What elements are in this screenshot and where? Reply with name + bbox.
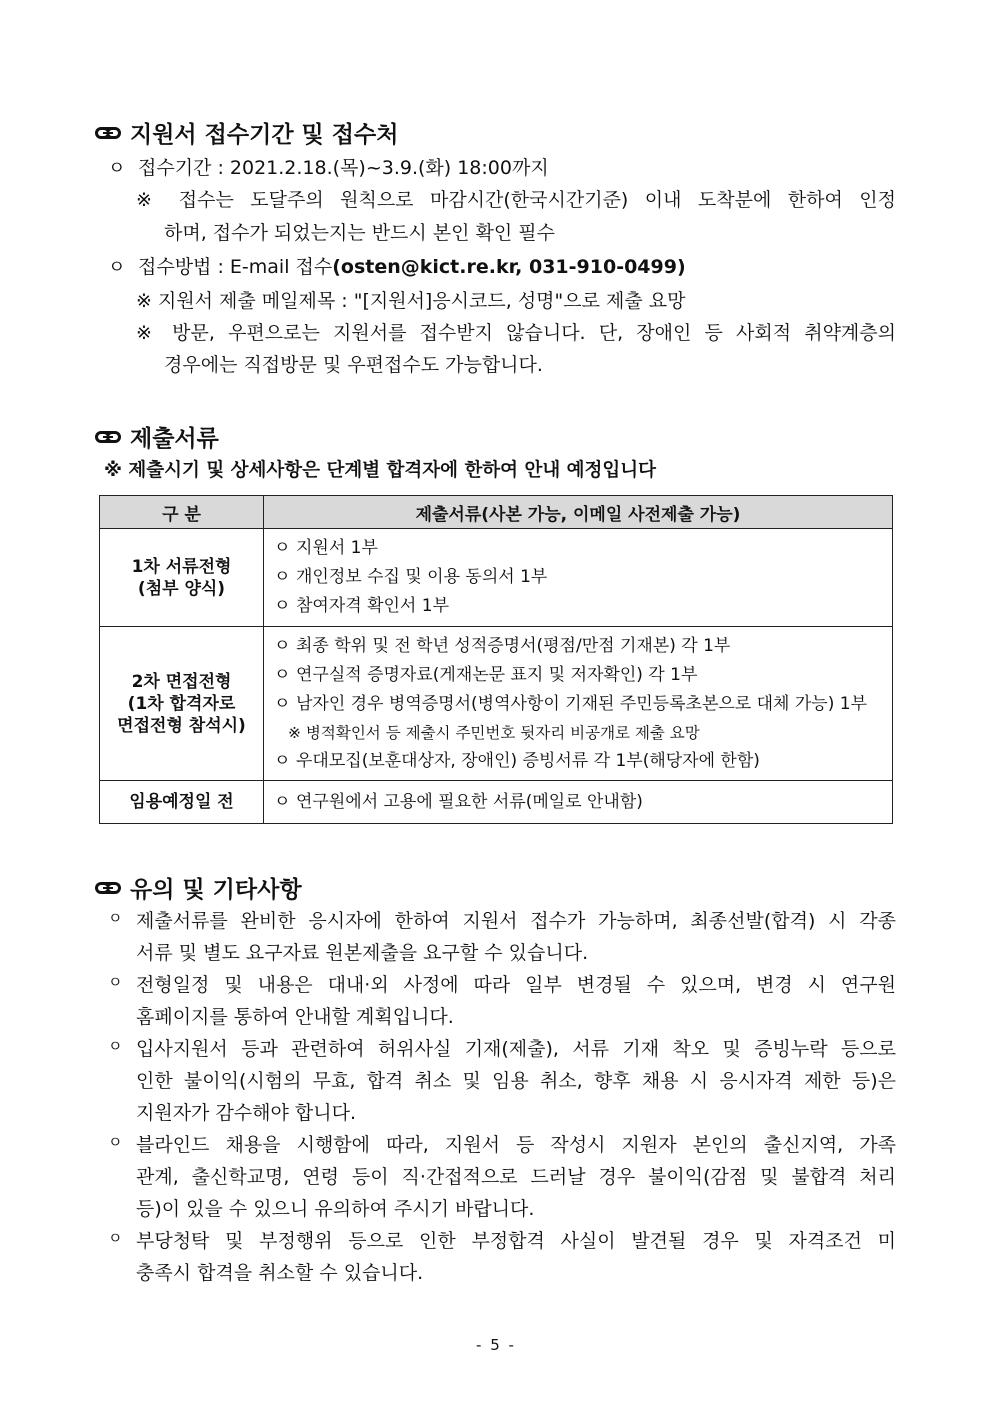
section-heading-application bbox=[94, 116, 398, 149]
period-label: 접수기간 : bbox=[138, 157, 230, 179]
section-title: 유의 및 기타사항 bbox=[130, 877, 302, 903]
notes-item-line: 충족시 합격을 취소할 수 있습니다. bbox=[136, 1262, 424, 1284]
period-value: 2021.2.18.(목)~3.9.(화) 18:00까지 bbox=[229, 157, 549, 179]
category-cell bbox=[100, 529, 264, 627]
category-cell bbox=[100, 627, 264, 781]
period-line bbox=[108, 153, 549, 180]
period-note-line2: 하며, 접수가 되었는지는 반드시 본인 확인 필수 bbox=[164, 222, 556, 244]
notes-bullet: ㅇ bbox=[108, 1133, 123, 1151]
notes-item-line: 전형일정 및 내용은 대내·외 사정에 따라 일부 변경될 수 있으며, 변경 시 연구원 bbox=[136, 974, 896, 996]
period-note-line1: ※ 접수는 도달주의 원칙으로 마감시간(한국시간기준) 이내 도착분에 한하여 인정 bbox=[136, 189, 896, 211]
documents-cell bbox=[264, 529, 893, 627]
table-header-row bbox=[100, 496, 893, 529]
notes-item-line: 인한 불이익(시험의 무효, 합격 취소 및 임용 취소, 향후 채용 시 응시자격 제한 등)은 bbox=[136, 1070, 896, 1092]
method-label: 접수방법 : E-mail 접수 bbox=[138, 256, 333, 278]
category-line: (1차 합격자로 bbox=[127, 693, 236, 714]
section-title: 제출서류 bbox=[130, 426, 219, 452]
page-number: - 5 - bbox=[476, 1336, 516, 1354]
category-line: (첨부 양식) bbox=[137, 578, 226, 599]
notes-item-line: 제출서류를 완비한 응시자에 한하여 지원서 접수가 가능하며, 최종선발(합격) 시 각종 bbox=[136, 910, 896, 932]
section-heading-documents bbox=[94, 420, 219, 453]
list-item: ㅇ 연구실적 증명자료(게재논문 표지 및 저자확인) 각 1부 bbox=[274, 664, 698, 685]
documents-cell bbox=[264, 781, 893, 824]
link-icon bbox=[94, 124, 122, 142]
list-item: ㅇ 우대모집(보훈대상자, 장애인) 증빙서류 각 1부(해당자에 한함) bbox=[274, 750, 760, 771]
table-row bbox=[100, 627, 893, 781]
notes-item-line: 등)이 있을 수 있으니 유의하여 주시기 바랍니다. bbox=[136, 1198, 535, 1220]
category-line: 2차 면접전형 bbox=[131, 671, 232, 692]
table-row bbox=[100, 529, 893, 627]
category-line: 1차 서류전형 bbox=[131, 556, 232, 577]
notes-item-line: 홈페이지를 통하여 안내할 계획입니다. bbox=[136, 1006, 454, 1028]
bullet: ㅇ bbox=[108, 158, 126, 179]
link-icon bbox=[94, 879, 122, 897]
documents-table bbox=[99, 495, 893, 824]
list-item: ㅇ 참여자격 확인서 1부 bbox=[274, 596, 449, 616]
notes-item-line: 블라인드 채용을 시행함에 따라, 지원서 등 작성시 지원자 본인의 출신지역, 가족 bbox=[136, 1134, 896, 1156]
notes-item-line: 서류 및 별도 요구자료 원본제출을 요구할 수 있습니다. bbox=[136, 942, 589, 964]
notes-bullet: ㅇ bbox=[108, 1229, 123, 1247]
documents-note: ※ 제출시기 및 상세사항은 단계별 합격자에 한하여 안내 예정입니다 bbox=[104, 460, 657, 481]
method-line bbox=[108, 252, 686, 279]
list-note: ※ 병적확인서 등 제출시 주민번호 뒷자리 비공개로 제출 요망 bbox=[288, 723, 700, 742]
contact-email-phone: (osten@kict.re.kr, 031-910-0499) bbox=[332, 256, 686, 278]
method-note-1: ※ 지원서 제출 메일제목 : "[지원서]응시코드, 성명"으로 제출 요망 bbox=[136, 290, 686, 312]
method-note-2-line1: ※ 방문, 우편으로는 지원서를 접수받지 않습니다. 단, 장애인 등 사회적 취약계층의 bbox=[136, 322, 896, 344]
section-title: 지원서 접수기간 및 접수처 bbox=[130, 122, 399, 148]
category-line: 면접전형 참석시) bbox=[117, 715, 246, 736]
link-icon bbox=[94, 428, 122, 446]
table-row bbox=[100, 781, 893, 824]
notes-bullet: ㅇ bbox=[108, 1037, 123, 1055]
documents-cell bbox=[264, 627, 893, 781]
header-documents: 제출서류(사본 가능, 이메일 사전제출 가능) bbox=[264, 496, 893, 529]
header-category: 구 분 bbox=[100, 496, 264, 529]
notes-item-line: 부당청탁 및 부정행위 등으로 인한 부정합격 사실이 발견될 경우 및 자격조건 미 bbox=[136, 1230, 896, 1252]
list-item: ㅇ 개인정보 수집 및 이용 동의서 1부 bbox=[274, 567, 548, 587]
category-cell: 임용예정일 전 bbox=[100, 781, 264, 824]
notes-item-line: 입사지원서 등과 관련하여 허위사실 기재(제출), 서류 기재 착오 및 증빙누락 등으로 bbox=[136, 1038, 896, 1060]
list-item: ㅇ 연구원에서 고용에 필요한 서류(메일로 안내함) bbox=[274, 791, 643, 812]
notes-item-line: 관계, 출신학교명, 연령 등이 직·간접적으로 드러날 경우 불이익(감점 및 불합격 처리 bbox=[136, 1166, 896, 1188]
notes-bullet: ㅇ bbox=[108, 973, 123, 991]
notes-item-line: 지원자가 감수해야 합니다. bbox=[136, 1102, 357, 1124]
list-item: ㅇ 최종 학위 및 전 학년 성적증명서(평점/만점 기재본) 각 1부 bbox=[274, 635, 731, 656]
method-note-2-line2: 경우에는 직접방문 및 우편접수도 가능합니다. bbox=[164, 354, 543, 376]
notes-bullet: ㅇ bbox=[108, 909, 123, 927]
list-item: ㅇ 지원서 1부 bbox=[274, 538, 378, 558]
list-item: ㅇ 남자인 경우 병역증명서(병역사항이 기재된 주민등록초본으로 대체 가능) 1부 bbox=[274, 693, 867, 714]
section-heading-notes bbox=[94, 871, 302, 904]
bullet: ㅇ bbox=[108, 257, 126, 278]
